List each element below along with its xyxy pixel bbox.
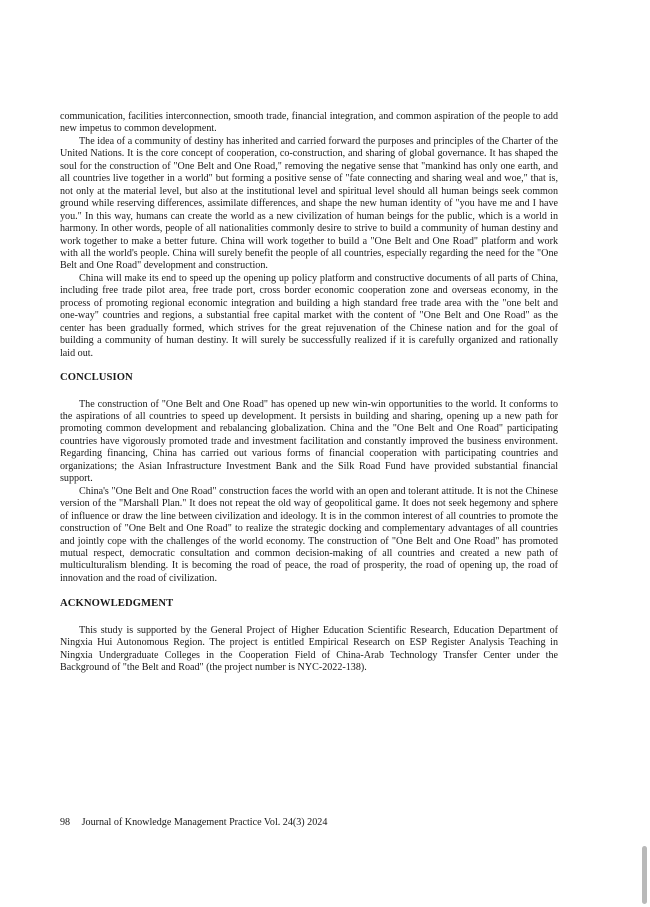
page-footer (60, 817, 327, 828)
acknowledgment-heading: ACKNOWLEDGMENT (60, 598, 174, 610)
body-paragraph-3: China will make its end to speed up the opening up policy platform and constructive documents of all parts of China, including free trade pilot area, free trade port, cross border economic cooperation zone and overseas economy, in the process of promoting regional economic integration and building a high standard free trade area with the "one belt and one-way" countries and regions, a substantial free capital market with the content of "One Belt and One Road" as the center has been gradually formed, which strives for the great rejuvenation of the Chinese nation and for the goal of building a community of human destiny. It will surely be successfully realized if it is carefully organized and rationally laid out. (60, 272, 558, 359)
body-paragraph-1: communication, facilities interconnection, smooth trade, financial integration, and common aspiration of the people to add new impetus to common development. (60, 111, 558, 135)
conclusion-paragraph-2: China's "One Belt and One Road" construction faces the world with an open and tolerant attitude. It is not the Chinese version of the "Marshall Plan." It does not repeat the old way of geopolitical game. It does not seek hegemony and sphere of influence or draw the line between civilization and ideology. It is in the common interest of all countries to promote the construction of "One Belt and One Road" to realize the strategic docking and complementary advantages of all countries and jointly cope with the challenges of the world economy. The construction of "One Belt and One Road" has promoted mutual respect, democratic consultation and common decision-making of all countries and created a new path of multiculturalism blending. It is becoming the road of peace, the road of prosperity, the road of opening up, the road of innovation and the road of civilization. (60, 485, 558, 584)
body-paragraph-2: The idea of a community of destiny has inherited and carried forward the purposes and principles of the Charter of the United Nations. It is the core concept of cooperation, co-construction, and sharing of global governance. It has shaped the soul for the construction of "One Belt and One Road," removing the negative sense that "mankind has only one earth, and all countries live together in a world" but forming a positive sense of "fate connecting and sharing weal and woe," that is, not only at the material level, but also at the institutional level and spiritual level should all human beings seek common ground while reserving differences, assimilate differences, and shape the new human identity of "you have me and I have you." In this way, humans can create the world as a new civilization of human beings for the public, which is a world in harmony. In other words, people of all nationalities commonly desire to strive to build a community of human destiny and work together to make a better future. China will work together to build a "One Belt and One Road" platform and work with all the world's people. China will surely benefit the people of all countries, especially regarding the need for the "One Belt and One Road" development and construction. (60, 135, 558, 272)
conclusion-paragraph-1: The construction of "One Belt and One Road" has opened up new win-win opportunities to the world. It conforms to the aspirations of all countries to speed up development. It persists in building and sharing, opening up a new path for promoting common development and rebalancing globalization. China and the "One Belt and One Road" participating countries have vigorously promoted trade and investment facilitation and constantly improved the business environment. Regarding financing, China has carried out various forms of financial cooperation with participating countries and organizations; the Asian Infrastructure Investment Bank and the Silk Road Fund have provided substantial financial support. (60, 398, 558, 485)
acknowledgment-paragraph: This study is supported by the General Project of Higher Education Scientific Research, Education Department of Ningxia Hui Autonomous Region. The project is entitled Empirical Research on ESP Register Analysis Teaching in Ningxia Undergraduate Colleges in the Cooperation Field of China-Arab Technology Transfer Center under the Background of "the Belt and Road" (the project number is NYC-2022-138). (60, 624, 558, 674)
conclusion-heading: CONCLUSION (60, 372, 133, 384)
page-number: 98 (60, 817, 71, 828)
main-text (60, 111, 558, 675)
journal-citation: Journal of Knowledge Management Practice Vol. 24(3) 2024 (81, 817, 328, 828)
scrollbar-thumb[interactable] (642, 846, 647, 904)
